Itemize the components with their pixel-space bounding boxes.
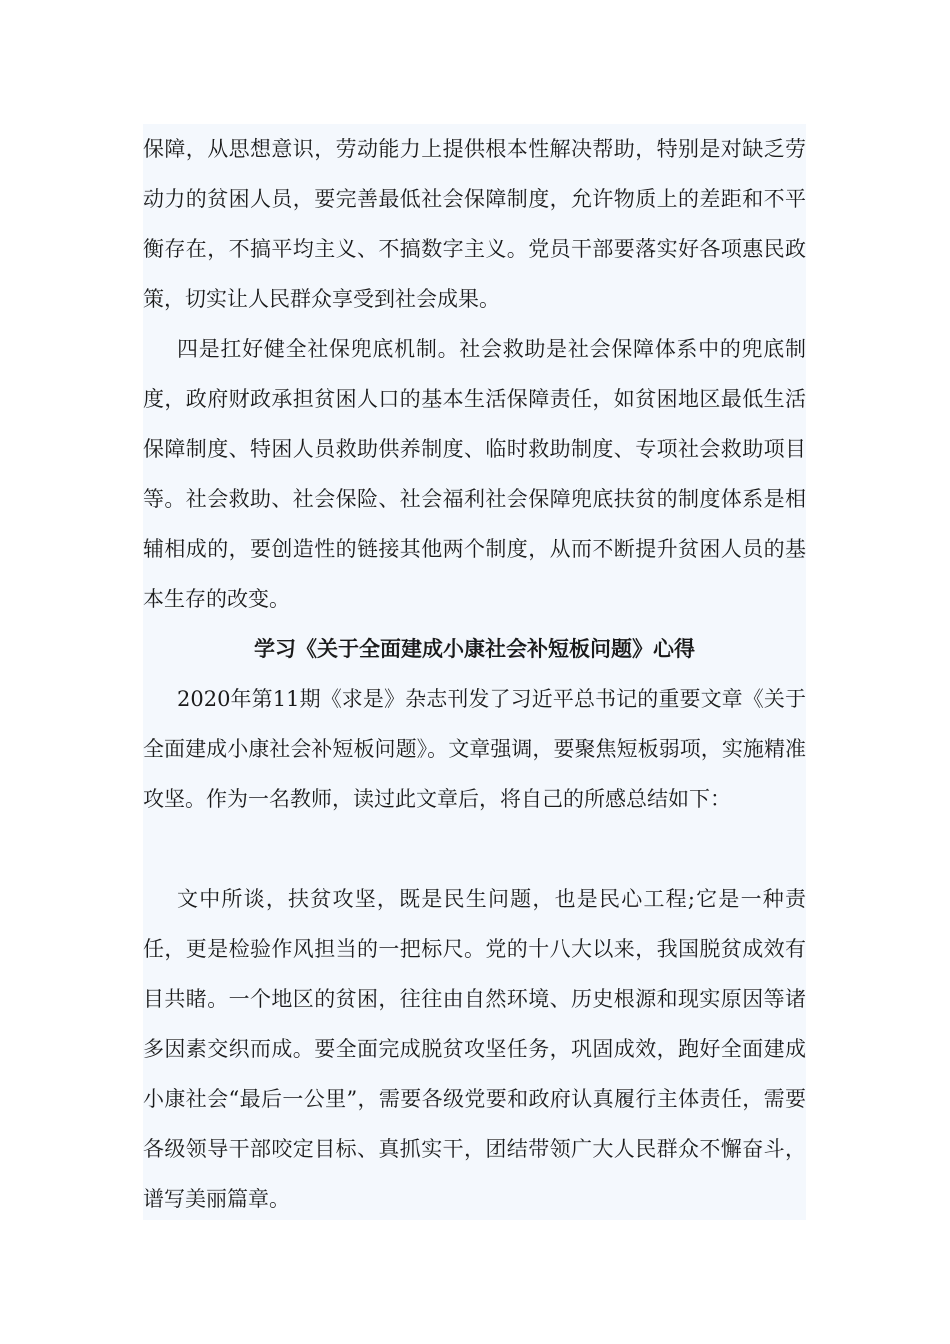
paragraph-point-four: 四是扛好健全社保兜底机制。社会救助是社会保障体系中的兜底制度，政府财政承担贫困人口的基本生活保障责任，如贫困地区最低生活保障制度、特困人员救助供养制度、临时救助制度、专项社会救助项目等。社会救助、社会保险、社会福利社会保障兜底扶贫的制度体系是相辅相成的，要创造性的链接其他两个制度，从而不断提升贫困人员的基本生存的改变。 [143,337,806,611]
paragraph-intro: 2020年第11期《求是》杂志刊发了习近平总书记的重要文章《关于全面建成小康社会补短板问题》。文章强调，要聚焦短板弱项，实施精准攻坚。作为一名教师，读过此文章后，将自己的所感总结如下： [143,687,806,811]
section-title: 学习《关于全面建成小康社会补短板问题》心得 [254,636,695,661]
paragraph-continued: 保障，从思想意识，劳动能力上提供根本性解决帮助，特别是对缺乏劳动力的贫困人员，要完善最低社会保障制度，允许物质上的差距和不平衡存在，不搞平均主义、不搞数字主义。党员干部要落实好各项惠民政策，切实让人民群众享受到社会成果。 [143,137,806,311]
document-page [143,124,806,1220]
paragraph-body: 文中所谈，扶贫攻坚，既是民生问题，也是民心工程;它是一种责任，更是检验作风担当的一把标尺。党的十八大以来，我国脱贫成效有目共睹。一个地区的贫困，往往由自然环境、历史根源和现实原因等诸多因素交织而成。要全面完成脱贫攻坚任务，巩固成效，跑好全面建成小康社会“最后一公里”，需要各级党要和政府认真履行主体责任，需要各级领导干部咬定目标、真抓实干，团结带领广大人民群众不懈奋斗，谱写美丽篇章。 [143,887,806,1211]
